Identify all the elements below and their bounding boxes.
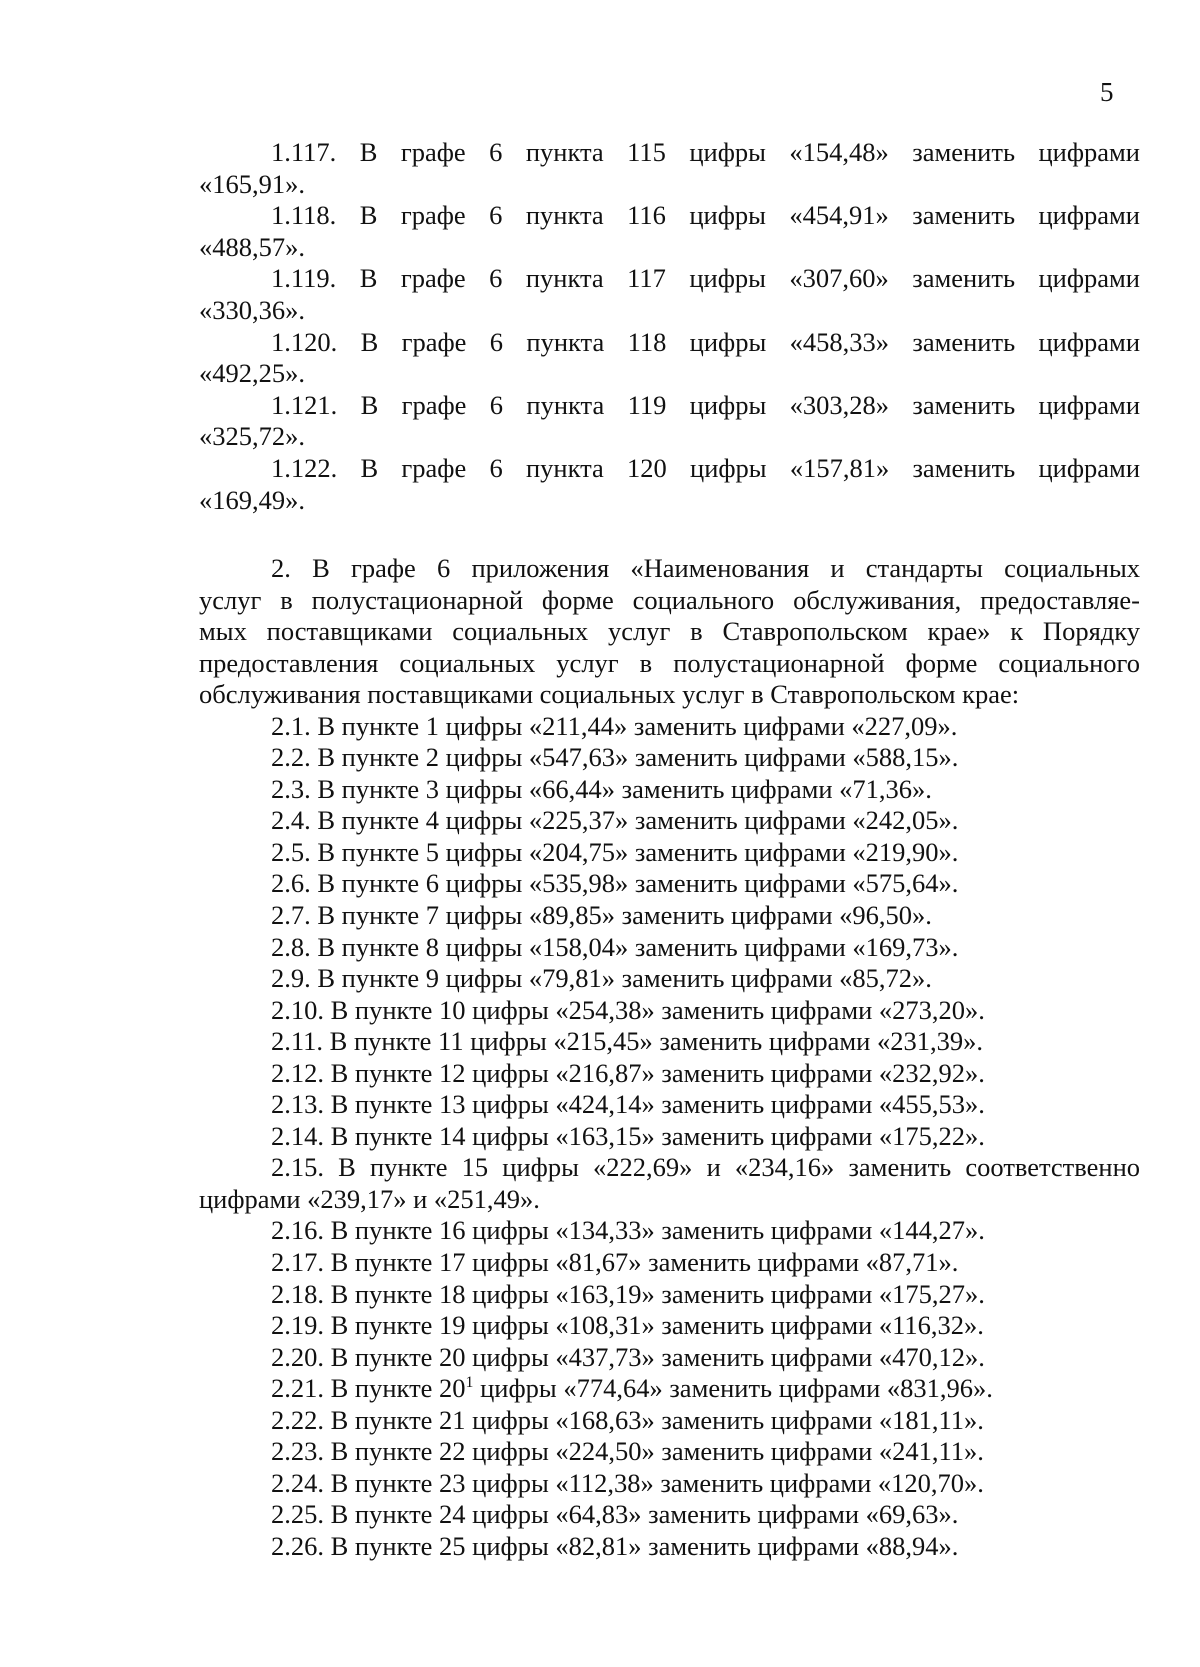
item-1-117-line-2: «165,91». [199, 168, 305, 199]
list-item: 2.26. В пункте 25 цифры «82,81» заменить цифрами «88,94». [271, 1530, 959, 1561]
item-1-119-line-2: «330,36». [199, 294, 305, 325]
item-1-117-line-1: 1.117. В графе 6 пункта 115 цифры «154,48» заменить цифрами [271, 137, 1140, 167]
section-2-intro-line: обслуживания поставщиками социальных услуг в Ставропольском крае: [199, 679, 1020, 710]
item-2-15-line-1: 2.15. В пункте 15 цифры «222,69» и «234,16» заменить соответственно [271, 1152, 1140, 1183]
item-1-122-line-2: «169,49». [199, 484, 305, 515]
item-1-120-line-2: «492,25». [199, 358, 305, 389]
section-2-intro-line: услуг в полустационарной форме социального обслуживания, предоставляе- [199, 584, 1140, 615]
list-item: 2.22. В пункте 21 цифры «168,63» заменить цифрами «181,11». [271, 1404, 984, 1435]
item-2-21-text: 2.21. В пункте 20 [271, 1373, 466, 1404]
item-2-15-line-2: цифрами «239,17» и «251,49». [199, 1183, 540, 1214]
item-2-21-text-rest: цифры «774,64» заменить цифрами «831,96». [473, 1373, 993, 1404]
list-item: 2.2. В пункте 2 цифры «547,63» заменить цифрами «588,15». [271, 742, 959, 773]
list-item: 2.12. В пункте 12 цифры «216,87» заменить цифрами «232,92». [271, 1057, 985, 1088]
item-1-121-line-1: 1.121. В графе 6 пункта 119 цифры «303,28» заменить цифрами [271, 389, 1140, 420]
list-item: 2.4. В пункте 4 цифры «225,37» заменить цифрами «242,05». [271, 805, 959, 836]
list-item: 2.6. В пункте 6 цифры «535,98» заменить цифрами «575,64». [271, 868, 959, 899]
list-item: 2.19. В пункте 19 цифры «108,31» заменить цифрами «116,32». [271, 1310, 984, 1341]
item-1-122-line-1: 1.122. В графе 6 пункта 120 цифры «157,81» заменить цифрами [271, 452, 1140, 483]
list-item: 2.23. В пункте 22 цифры «224,50» заменить цифрами «241,11». [271, 1436, 984, 1467]
item-1-118-line-2: «488,57». [199, 231, 305, 262]
list-item: 2.20. В пункте 20 цифры «437,73» заменить цифрами «470,12». [271, 1341, 985, 1372]
section-1 [199, 137, 1140, 516]
list-item: 2.1. В пункте 1 цифры «211,44» заменить цифрами «227,09». [271, 710, 958, 741]
list-item: 2.13. В пункте 13 цифры «424,14» заменить цифрами «455,53». [271, 1089, 985, 1120]
section-2 [199, 553, 1140, 1563]
list-item: 2.16. В пункте 16 цифры «134,33» заменить цифрами «144,27». [271, 1215, 985, 1246]
item-1-120-line-1: 1.120. В графе 6 пункта 118 цифры «458,33» заменить цифрами [271, 326, 1140, 357]
list-item: 2.11. В пункте 11 цифры «215,45» заменить цифрами «231,39». [271, 1026, 983, 1057]
item-1-121-line-2: «325,72». [199, 421, 305, 452]
item-2-21 [199, 1373, 1140, 1405]
list-item: 2.24. В пункте 23 цифры «112,38» заменить цифрами «120,70». [271, 1467, 984, 1498]
list-item: 2.18. В пункте 18 цифры «163,19» заменить цифрами «175,27». [271, 1278, 985, 1309]
section-2-intro-line: мых поставщиками социальных услуг в Ставропольском крае» к Порядку [199, 616, 1140, 647]
list-item: 2.10. В пункте 10 цифры «254,38» заменить цифрами «273,20». [271, 994, 985, 1025]
list-item: 2.7. В пункте 7 цифры «89,85» заменить цифрами «96,50». [271, 900, 932, 931]
list-item: 2.25. В пункте 24 цифры «64,83» заменить цифрами «69,63». [271, 1499, 959, 1530]
item-1-119-line-1: 1.119. В графе 6 пункта 117 цифры «307,60» заменить цифрами [271, 263, 1140, 294]
list-item: 2.14. В пункте 14 цифры «163,15» заменить цифрами «175,22». [271, 1120, 985, 1151]
page-number: 5 [1100, 77, 1114, 107]
list-item: 2.17. В пункте 17 цифры «81,67» заменить цифрами «87,71». [271, 1247, 959, 1278]
section-2-intro-line: предоставления социальных услуг в полустационарной форме социального [199, 647, 1140, 678]
section-2-intro-line: 2. В графе 6 приложения «Наименования и стандарты социальных [271, 553, 1140, 583]
item-2-21-superscript: 1 [465, 1374, 474, 1392]
list-item: 2.5. В пункте 5 цифры «204,75» заменить цифрами «219,90». [271, 836, 959, 867]
item-1-118-line-1: 1.118. В графе 6 пункта 116 цифры «454,91» заменить цифрами [271, 200, 1140, 231]
list-item: 2.9. В пункте 9 цифры «79,81» заменить цифрами «85,72». [271, 963, 932, 994]
list-item: 2.8. В пункте 8 цифры «158,04» заменить цифрами «169,73». [271, 931, 959, 962]
list-item: 2.3. В пункте 3 цифры «66,44» заменить цифрами «71,36». [271, 773, 932, 804]
